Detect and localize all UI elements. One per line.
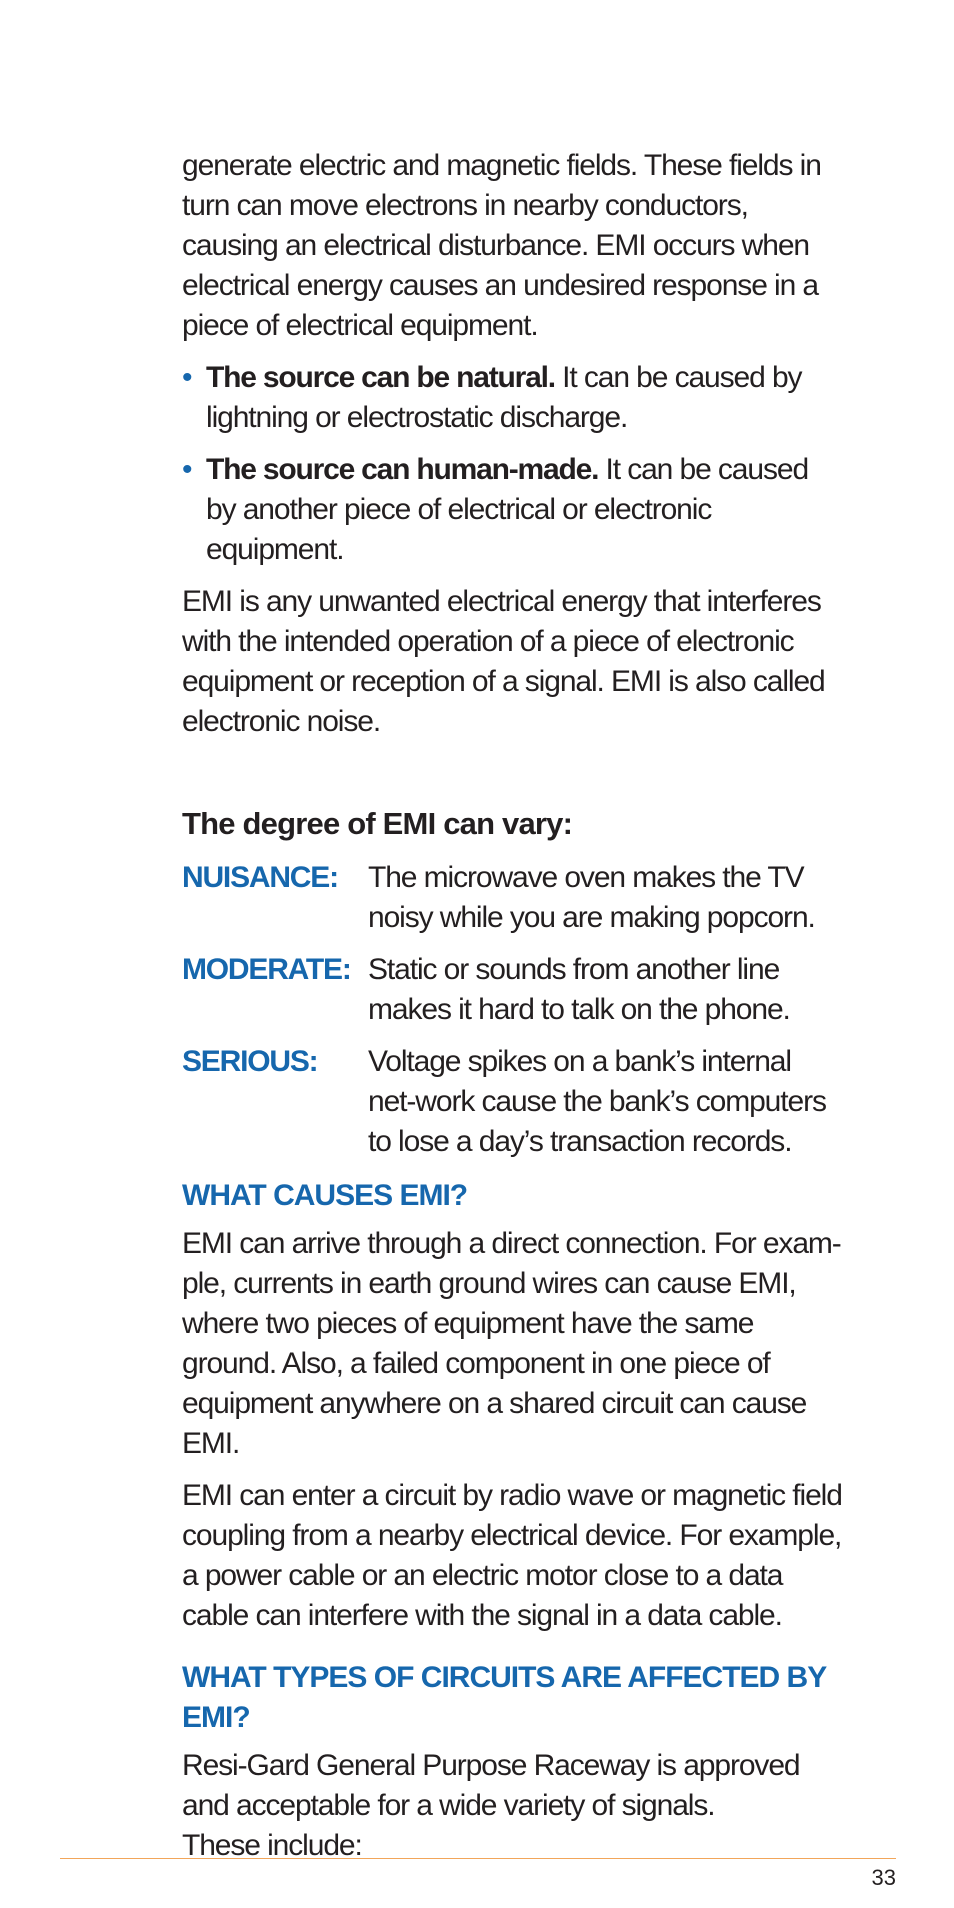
degree-description: The microwave oven makes the TV noisy while you are making popcorn. — [368, 861, 815, 934]
circuits-paragraph-1: Resi-Gard General Purpose Raceway is approved and acceptable for a wide variety of signals. — [182, 1749, 800, 1822]
degree-description: Voltage spikes on a bank’s internal net-work cause the bank’s computers to lose a day’s transaction records. — [368, 1045, 826, 1158]
degree-term: SERIOUS: — [182, 1045, 318, 1078]
bullet-bold-text: The source can be natural. — [206, 361, 555, 394]
bullet-dot-icon: • — [182, 361, 193, 394]
causes-paragraph-1: EMI can arrive through a direct connection. For exam-ple, currents in earth ground wires can cause EMI, where two pieces of equipment have the same ground. Also, a failed component in one piece of equipment anywhere on a shared circuit can cause EMI. — [182, 1227, 841, 1460]
bullet-text: It can be caused by lightning or electrostatic discharge. — [206, 361, 802, 434]
page-number: 33 — [871, 1865, 896, 1890]
degree-heading: The degree of EMI can vary: — [182, 806, 573, 841]
intro-paragraph: generate electric and magnetic fields. These fields in turn can move electrons in nearby conductors, causing an electrical disturbance. EMI occurs when electrical energy causes an undesired response in a piece of electrical equipment. — [182, 149, 821, 342]
degree-term: NUISANCE: — [182, 861, 338, 894]
circuits-paragraph-2: These include: — [182, 1829, 362, 1862]
degree-row-serious — [182, 1042, 842, 1162]
bullet-text: It can be caused by another piece of electrical or electronic equipment. — [206, 453, 809, 566]
bullet-item — [182, 358, 842, 438]
degree-term: MODERATE: — [182, 953, 351, 986]
circuits-heading: WHAT TYPES OF CIRCUITS ARE AFFECTED BY EMI? — [182, 1661, 826, 1734]
footer-rule — [60, 1858, 896, 1859]
definition-paragraph: EMI is any unwanted electrical energy that interferes with the intended operation of a piece of electronic equipment or reception of a signal. EMI is also called electronic noise. — [182, 585, 825, 738]
bullet-dot-icon: • — [182, 453, 193, 486]
bullet-bold-text: The source can human-made. — [206, 453, 599, 486]
bullet-item — [182, 450, 842, 570]
degree-row-moderate — [182, 950, 842, 1030]
degree-row-nuisance — [182, 858, 842, 938]
page-content — [182, 146, 842, 1866]
causes-paragraph-2: EMI can enter a circuit by radio wave or magnetic field coupling from a nearby electrical device. For example, a power cable or an electric motor close to a data cable can interfere with the signal in a data cable. — [182, 1479, 842, 1632]
causes-heading: WHAT CAUSES EMI? — [182, 1179, 468, 1212]
degree-description: Static or sounds from another line makes it hard to talk on the phone. — [368, 953, 790, 1026]
